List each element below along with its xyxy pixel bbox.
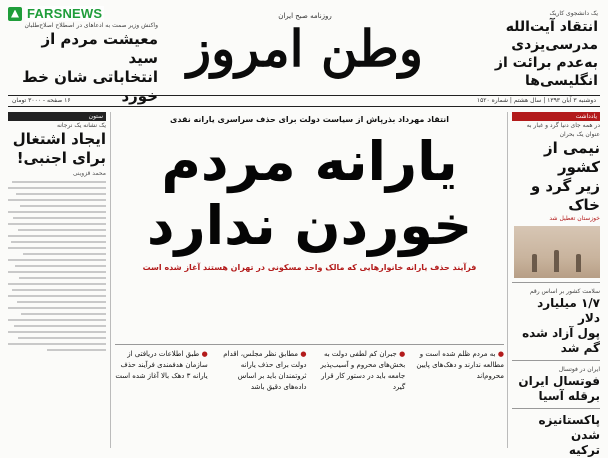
- dateline-right: دوشنبه ۳ آبان ۱۳۹۳ | سال هشتم | شماره ۱۵۲۰: [476, 97, 596, 104]
- dateline-bar: [8, 95, 600, 107]
- logo-kicker: روزنامه صبح ایران: [278, 12, 332, 20]
- bullet-col-4: ● به مردم ظلم شده است و مطالعه ندارند و دهک‌های پایین محروم‌اند: [416, 350, 504, 380]
- left-headline-1: ایجاد اشتغال: [12, 130, 106, 148]
- story2-kicker: سلامت کشور بر اساس رقم: [529, 288, 600, 295]
- bullet-col-1: ● طبق اطلاعات دریافتی از سازمان هدفمندی فرآیند حذف یارانه ۳ دهک بالا آغاز شده است: [115, 350, 208, 380]
- person-figure-icon: [532, 254, 537, 272]
- photo-caption: خوزستان تعطیل شد: [549, 215, 600, 222]
- story1-headline-1: نیمی از کشور: [544, 139, 600, 176]
- story1-kicker: در همه جای دنیا گرد و غبار به عنوان یک بحران: [526, 122, 600, 138]
- farsnews-watermark: [8, 6, 104, 21]
- main-headline-line-2: خوردن ندارد: [146, 194, 473, 257]
- left-author: محمد قزوینی: [72, 170, 106, 177]
- story3-kicker: ایران در فوتسال: [558, 366, 600, 373]
- main-bullets: [115, 344, 504, 448]
- left-section-label: ستون: [8, 112, 106, 121]
- masthead-logo: [170, 12, 440, 92]
- masthead-left-teaser: [8, 22, 158, 106]
- left-body-text: [8, 181, 106, 351]
- left-teaser-kicker: واکنش وزیر صمت به ادعاهای در اصطلاح اصلاح‌طلبان: [24, 22, 158, 29]
- right-teaser-kicker: یک دانشجوی کاریک: [549, 10, 598, 17]
- story4-headline-1: پاکستانیزه شدن: [538, 413, 600, 442]
- newspaper-logo: وطن امروز: [187, 19, 423, 78]
- left-teaser-headline-1: معیشت مردم از سید: [41, 30, 158, 67]
- left-headline-2: برای اجنبی!: [16, 149, 106, 167]
- story3-headline-1: فوتسال ایران: [518, 374, 600, 388]
- right-teaser-headline-1: انتقاد آیت‌الله مدرسی‌یزدی: [505, 19, 598, 53]
- left-kicker: یک نشانه یک نرجانه: [57, 122, 106, 129]
- right-section-label: یادداشت: [512, 112, 600, 121]
- watermark-text: FARSNEWS: [27, 6, 103, 21]
- bullet-col-2: ● مطابق نظر مجلس، اقدام دولت برای حذف یارانه ثروتمندان باید بر اساس داده‌های دقیق باشد: [223, 350, 307, 391]
- bullet-col-3: ● جبران کم لطفی دولت به بخش‌های محروم و آسیب‌پذیر جامعه باید در دستور کار قرار گیرد: [320, 350, 406, 391]
- main-subhead: فرآیند حذف یارانه خانوارهایی که مالک واحد مسکونی در تهران هستند آغاز شده است: [142, 263, 477, 272]
- masthead-right-teaser: [448, 10, 598, 90]
- right-teaser-headline-2: به‌عدم برائت از انگلیسی‌ها: [494, 55, 598, 89]
- farsnews-logo-icon: [8, 7, 22, 21]
- left-column: [8, 112, 111, 448]
- person-figure-icon: [576, 254, 581, 272]
- story3-headline-2: برقله آسیا: [538, 389, 600, 403]
- story2-headline-2: پول آزاد شده گم شد: [522, 326, 600, 355]
- story4-headline-2: ترکیه: [568, 443, 600, 457]
- person-figure-icon: [554, 250, 559, 272]
- dust-storm-photo: [514, 226, 600, 278]
- story1-headline-2: زیر گرد و خاک: [530, 177, 600, 214]
- main-kicker: انتقاد مهرداد بذرپاش از سیاست دولت برای حذف سراسری یارانه نقدی: [170, 115, 449, 124]
- right-column: [507, 112, 600, 457]
- main-headline-line-1: یارانه مردم: [161, 130, 458, 193]
- dateline-left: ۱۶ صفحه - ۳۰۰۰ تومان: [12, 97, 71, 104]
- story2-headline-1: ۱/۷ میلیارد دلار: [537, 296, 600, 325]
- left-teaser-headline-2: انتخاباتی شان خط خورد: [22, 68, 158, 105]
- main-story: [115, 112, 504, 448]
